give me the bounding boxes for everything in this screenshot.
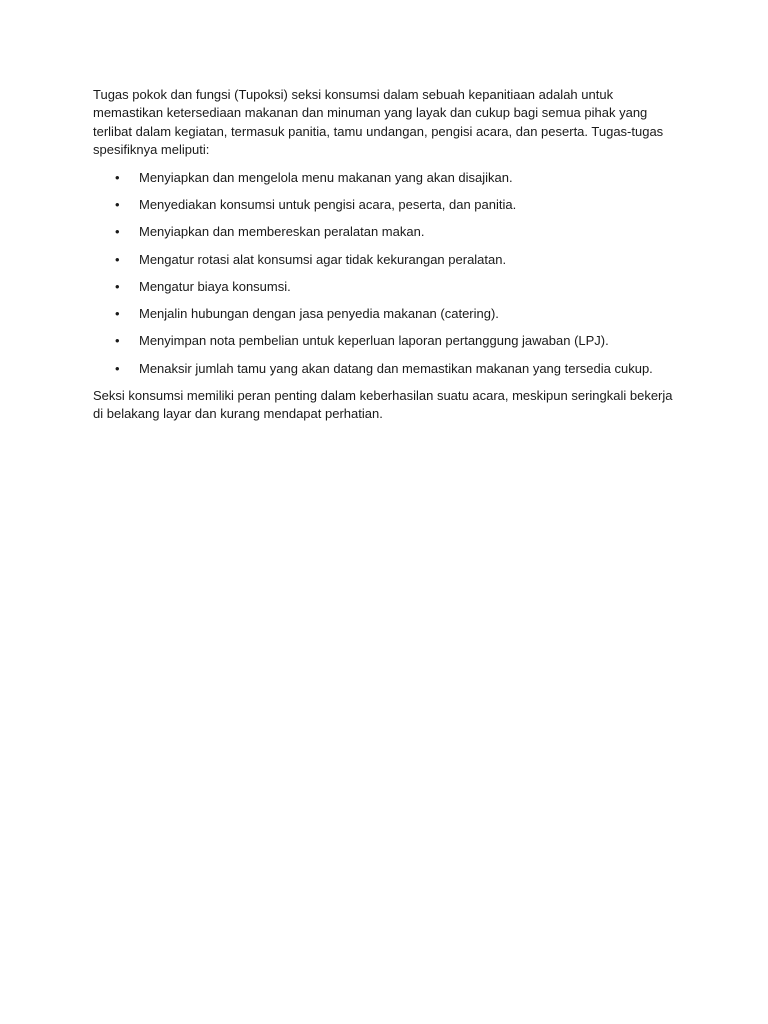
list-item-text: Menyimpan nota pembelian untuk keperluan laporan pertanggung jawaban (LPJ).: [139, 333, 609, 349]
list-item: [93, 251, 678, 269]
bullet-icon: •: [115, 278, 120, 294]
list-item: [93, 223, 678, 241]
list-item: [93, 305, 678, 323]
bullet-icon: •: [115, 196, 120, 212]
list-item-text: Menyiapkan dan membereskan peralatan makan.: [139, 224, 425, 240]
list-item-text: Mengatur rotasi alat konsumsi agar tidak kekurangan peralatan.: [139, 251, 507, 267]
list-item: [93, 169, 678, 187]
bullet-icon: •: [115, 224, 120, 240]
bullet-icon: •: [115, 306, 120, 322]
list-item: [93, 196, 678, 214]
list-item-text: Menyediakan konsumsi untuk pengisi acara, peserta, dan panitia.: [139, 196, 517, 212]
bullet-icon: •: [115, 251, 120, 267]
list-item: [93, 278, 678, 296]
bullet-icon: •: [115, 333, 120, 349]
intro-paragraph: Tugas pokok dan fungsi (Tupoksi) seksi konsumsi dalam sebuah kepanitiaan adalah untuk memastikan ketersediaan makanan dan minuman yang layak dan cukup bagi semua pihak yang terlibat dalam kegiatan, termasuk panitia, tamu undangan, pengisi acara, dan peserta. Tugas-tugas spesifiknya meliputi:: [93, 87, 664, 158]
closing-paragraph: Seksi konsumsi memiliki peran penting dalam keberhasilan suatu acara, meskipun seringkali bekerja di belakang layar dan kurang mendapat perhatian.: [93, 388, 673, 422]
list-item-text: Menaksir jumlah tamu yang akan datang dan memastikan makanan yang tersedia cukup.: [139, 360, 653, 376]
list-item-text: Menyiapkan dan mengelola menu makanan yang akan disajikan.: [139, 169, 513, 185]
list-item: [93, 360, 678, 378]
bullet-icon: •: [115, 360, 120, 376]
task-list: [93, 169, 678, 378]
document-page: [93, 86, 678, 424]
list-item-text: Menjalin hubungan dengan jasa penyedia makanan (catering).: [139, 306, 499, 322]
bullet-icon: •: [115, 169, 120, 185]
list-item: [93, 332, 678, 350]
list-item-text: Mengatur biaya konsumsi.: [139, 278, 291, 294]
